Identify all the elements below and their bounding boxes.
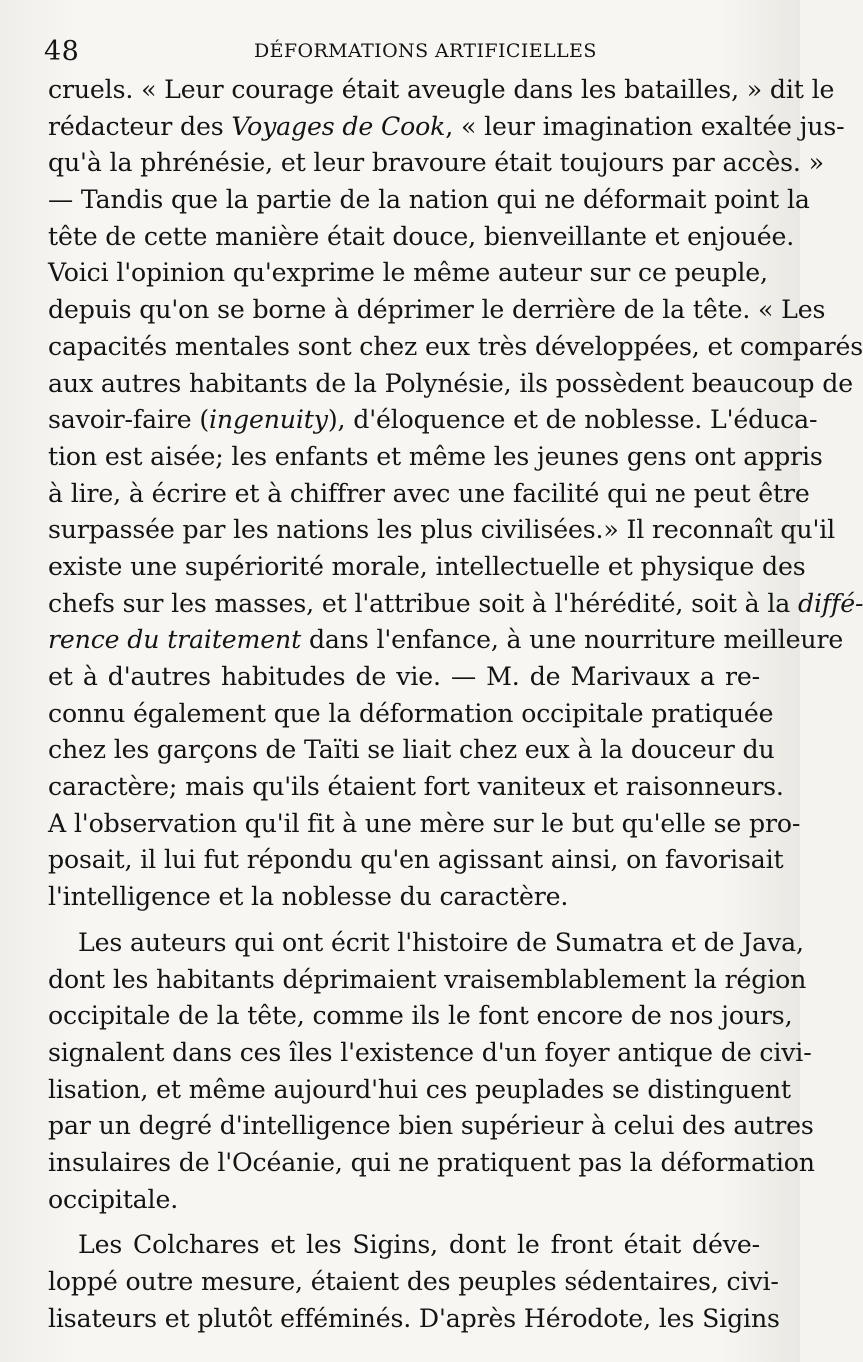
text-line (48, 1072, 791, 1109)
text-line (48, 769, 784, 806)
text-segment: tion est aisée; les enfants et même les jeunes gens ont appris (48, 441, 823, 471)
text-segment: cruels. « Leur courage était aveugle dans les batailles, » dit le (48, 75, 835, 104)
text-line (48, 182, 810, 219)
text-line (48, 292, 826, 329)
text-line (48, 586, 863, 623)
body-text (48, 72, 863, 1337)
paragraph (48, 72, 863, 916)
text-segment: par un degré d'intelligence bien supérieur à celui des autres (48, 1111, 814, 1141)
page-number: 48 (44, 36, 80, 67)
text-segment: l'intelligence et la noblesse du caractère. (48, 882, 569, 912)
italic-text: diffé- (798, 588, 863, 618)
text-line (48, 1264, 779, 1301)
text-segment: surpassée par les nations les plus civilisées.» Il reconnaît qu'il (48, 515, 836, 545)
text-segment: et à d'autres habitudes de vie. — M. de Marivaux a re- (48, 662, 760, 691)
text-line (48, 366, 853, 403)
text-segment: dans l'enfance, à une nourriture meilleure (301, 625, 844, 655)
text-segment: lisateurs et plutôt efféminés. D'après Hérodote, les Sigins (48, 1303, 780, 1333)
text-line (48, 1145, 815, 1182)
text-segment: tête de cette manière était douce, bienveillante et enjouée. (48, 221, 795, 251)
text-line (48, 109, 845, 146)
text-segment: signalent dans ces îles l'existence d'un foyer antique de civi- (48, 1037, 812, 1067)
paragraph (48, 925, 815, 1219)
text-segment: dont les habitants déprimaient vraisemblablement la région (48, 964, 807, 994)
text-segment: occipitale de la tête, comme ils le font encore de nos jours, (48, 1001, 793, 1031)
text-segment: existe une supériorité morale, intellectuelle et physique des (48, 551, 806, 581)
text-line (48, 842, 784, 879)
text-line (48, 659, 760, 696)
text-segment: loppé outre mesure, étaient des peuples sédentaires, civi- (48, 1267, 779, 1296)
text-segment: posait, il lui fut répondu qu'en agissant ainsi, on favorisait (48, 845, 784, 875)
text-line (48, 145, 824, 182)
text-line (48, 1108, 814, 1145)
text-line (48, 1301, 780, 1338)
text-segment: savoir-faire ( (48, 405, 210, 435)
text-segment: chefs sur les masses, et l'attribue soit à l'hérédité, soit à la (48, 588, 798, 618)
text-line (48, 549, 806, 586)
text-segment: , « leur imagination exaltée jus- (445, 111, 845, 141)
text-segment: caractère; mais qu'ils étaient fort vaniteux et raisonneurs. (48, 772, 784, 802)
text-segment: aux autres habitants de la Polynésie, ils possèdent beaucoup de (48, 368, 853, 398)
text-segment: ), d'éloquence et de noblesse. L'éduca- (327, 405, 818, 435)
text-segment: capacités mentales sont chez eux très développées, et comparés (48, 331, 863, 361)
text-segment: Les Colchares et les Sigins, dont le front était déve- (78, 1230, 760, 1260)
text-line (48, 219, 795, 256)
text-line (48, 696, 774, 733)
text-line (48, 962, 807, 999)
text-segment: rédacteur des (48, 111, 232, 141)
text-line (48, 72, 835, 109)
text-segment: occipitale. (48, 1184, 179, 1214)
running-head: DÉFORMATIONS ARTIFICIELLES (254, 40, 597, 62)
text-line (48, 439, 823, 476)
text-segment: depuis qu'on se borne à déprimer le derrière de la tête. « Les (48, 295, 826, 325)
italic-text: rence du traitement (48, 625, 302, 655)
text-line (48, 329, 863, 366)
text-line (48, 622, 844, 659)
text-line (48, 512, 836, 549)
text-segment: Les auteurs qui ont écrit l'histoire de Sumatra et de Java, (78, 927, 804, 957)
text-line (48, 1035, 812, 1072)
text-segment: — Tandis que la partie de la nation qui ne déformait point la (48, 185, 810, 215)
text-line (48, 925, 804, 962)
text-segment: lisation, et même aujourd'hui ces peuplades se distinguent (48, 1074, 791, 1104)
text-line (48, 806, 801, 843)
text-segment: A l'observation qu'il fit à une mère sur le but qu'elle se pro- (48, 808, 801, 838)
text-line (48, 255, 768, 292)
text-segment: à lire, à écrire et à chiffrer avec une facilité qui ne peut être (48, 478, 810, 508)
text-segment: chez les garçons de Taïti se liait chez eux à la douceur du (48, 735, 775, 765)
text-segment: insulaires de l'Océanie, qui ne pratiquent pas la déformation (48, 1147, 815, 1177)
text-segment: qu'à la phrénésie, et leur bravoure était toujours par accès. » (48, 148, 824, 178)
text-line (48, 402, 818, 439)
italic-text: ingenuity (209, 405, 328, 435)
text-line (48, 476, 810, 513)
text-line (48, 998, 793, 1035)
text-line (48, 732, 775, 769)
text-line (48, 879, 760, 916)
italic-text: Voyages de Cook (231, 111, 446, 141)
text-line (48, 1227, 760, 1264)
text-segment: connu également que la déformation occipitale pratiquée (48, 698, 774, 728)
text-segment: Voici l'opinion qu'exprime le même auteur sur ce peuple, (48, 258, 768, 288)
text-line (48, 1182, 760, 1219)
paragraph (48, 1227, 780, 1337)
page-header (44, 30, 764, 70)
